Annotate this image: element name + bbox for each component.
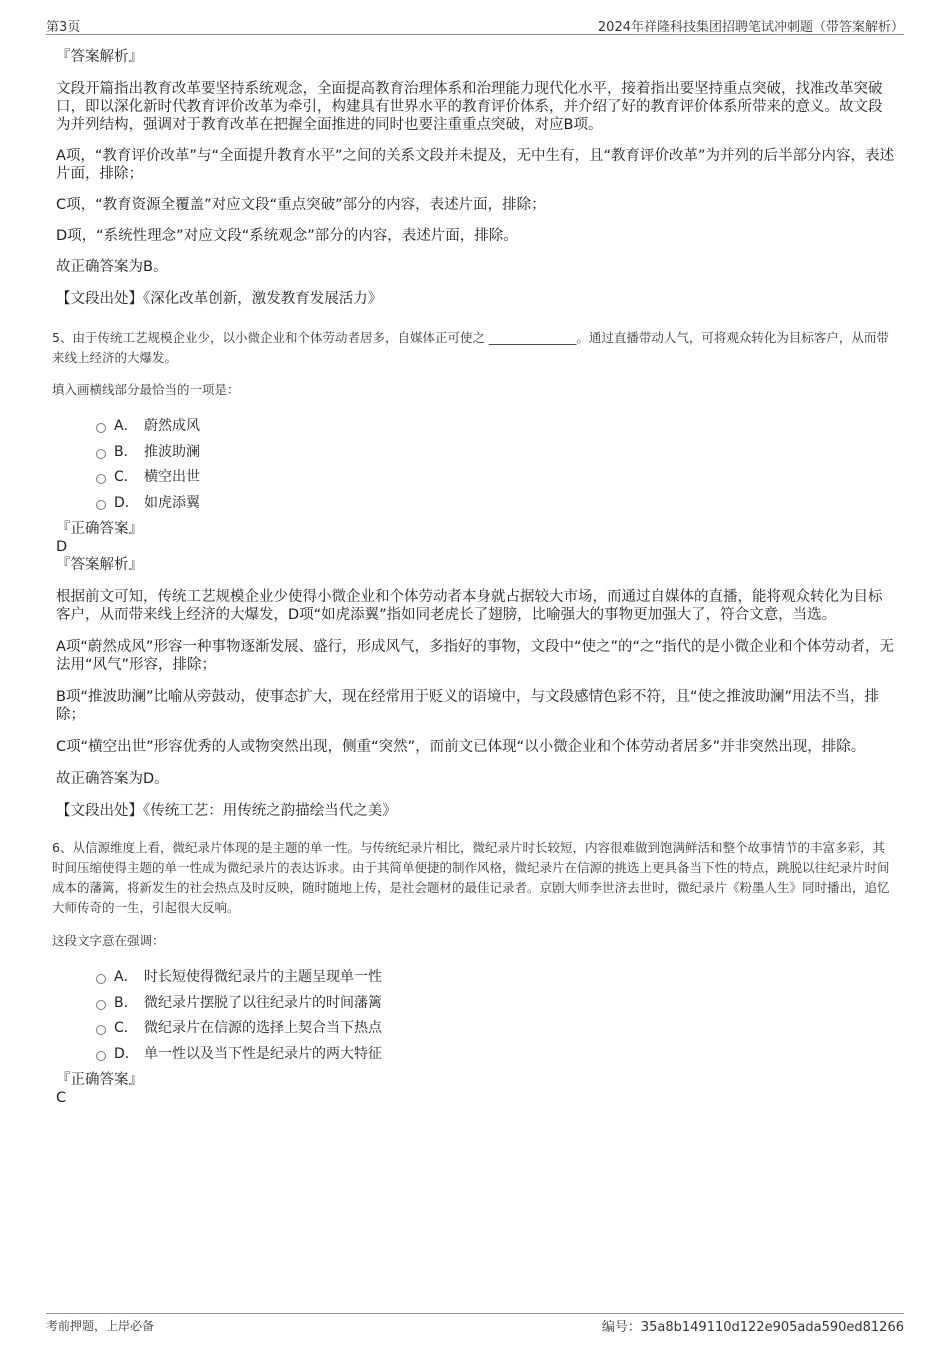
footer-slogan: 考前押题，上岸必备 xyxy=(46,1319,155,1333)
analysis-label: 『答案解析』 xyxy=(56,557,143,573)
option-a-explanation: A项“蔚然成风”形容一种事物逐渐发展、盛行，形成风气，多指好的事物，文段中“使之”的“之”指代的是小微企业和个体劳动者，无法用“风气”形容，排除； xyxy=(56,639,894,673)
option-c-explanation: C项，“教育资源全覆盖”对应文段“重点突破”部分的内容，表述片面，排除； xyxy=(56,197,546,213)
conclusion: 故正确答案为B。 xyxy=(56,259,168,275)
radio-icon[interactable] xyxy=(96,500,106,510)
option-c-explanation: C项“横空出世”形容优秀的人或物突然出现，侧重“突然”，而前文已体现“以小微企业和个体劳动者居多”并非突然出现，排除。 xyxy=(56,739,866,755)
option-c[interactable]: C． 微纪录片在信源的选择上契合当下热点 xyxy=(56,1016,896,1042)
answer-value: C xyxy=(56,1090,67,1106)
option-a[interactable]: A． 蔚然成风 xyxy=(56,414,896,440)
question-6-prompt: 这段文字意在强调： xyxy=(52,933,165,948)
option-c[interactable]: C． 横空出世 xyxy=(56,465,896,491)
radio-icon[interactable] xyxy=(96,449,106,459)
radio-icon[interactable] xyxy=(96,974,106,984)
answer-value: D xyxy=(56,539,68,555)
document-title: 2024年祥隆科技集团招聘笔试冲刺题（带答案解析） xyxy=(597,20,904,35)
option-d[interactable]: D． 单一性以及当下性是纪录片的两大特征 xyxy=(56,1042,896,1068)
question-5-stem: 5、由于传统工艺规模企业少，以小微企业和个体劳动者居多，自媒体正可使之 ______________。通过直播带动人气，可将观众转化为目标客户，从而带来线上经济的大爆发。 xyxy=(52,330,889,365)
option-b[interactable]: B． 推波助澜 xyxy=(56,440,896,466)
analysis-text: 根据前文可知，传统工艺规模企业少使得小微企业和个体劳动者本身就占据较大市场，而通过自媒体的直播，能将观众转化为目标客户，从而带来线上经济的大爆发，D项“如虎添翼”指如同老虎长了翅膀，比喻强大的事物更加强大了，符合文意，当选。 xyxy=(56,589,883,623)
option-d[interactable]: D． 如虎添翼 xyxy=(56,491,896,517)
radio-icon[interactable] xyxy=(96,1051,106,1061)
source-citation: 【文段出处】《深化改革创新，激发教育发展活力》 xyxy=(56,291,383,307)
page-header xyxy=(46,14,904,35)
radio-icon[interactable] xyxy=(96,1000,106,1010)
radio-icon[interactable] xyxy=(96,474,106,484)
option-a-explanation: A项，“教育评价改革”与“全面提升教育水平”之间的关系文段并未提及，无中生有，且“教育评价改革”为并列的后半部分内容，表述片面，排除； xyxy=(56,148,894,182)
radio-icon[interactable] xyxy=(96,423,106,433)
document-id: 编号：35a8b149110d122e905ada590ed81266 xyxy=(601,1320,904,1335)
source-citation: 【文段出处】《传统工艺：用传统之韵描绘当代之美》 xyxy=(56,803,397,819)
question-5-options xyxy=(56,414,896,516)
question-6-options xyxy=(56,965,896,1067)
conclusion: 故正确答案为D。 xyxy=(56,771,169,787)
option-a[interactable]: A． 时长短使得微纪录片的主题呈现单一性 xyxy=(56,965,896,991)
option-d-explanation: D项，“系统性理念”对应文段“系统观念”部分的内容，表述片面，排除。 xyxy=(56,228,518,244)
option-b[interactable]: B． 微纪录片摆脱了以往纪录片的时间藩篱 xyxy=(56,991,896,1017)
page-number: 第3页 xyxy=(46,20,81,35)
analysis-text: 文段开篇指出教育改革要坚持系统观念，全面提高教育治理体系和治理能力现代化水平，接着指出要坚持重点突破，找准改革突破口，即以深化新时代教育评价改革为牵引，构建具有世界水平的教育评价体系，并介绍了好的教育评价体系所带来的意义。故文段为并列结构，强调对于教育改革在把握全面推进的同时也要注重重点突破，对应B项。 xyxy=(56,81,883,133)
radio-icon[interactable] xyxy=(96,1025,106,1035)
page-footer xyxy=(46,1313,904,1336)
question-6-stem: 6、从信源维度上看，微纪录片体现的是主题的单一性。与传统纪录片相比，微纪录片时长较短，内容很难做到饱满鲜活和整个故事情节的丰富多彩，其时间压缩使得主题的单一性成为微纪录片的表达诉求。由于其简单便捷的制作风格，微纪录片在信源的挑选上更具备当下性的特点，跳脱以往纪录片时间成本的藩篱，将新发生的社会热点及时反映，随时随地上传，是社会题材的最佳记录者。京剧大师李世济去世时，微纪录片《粉墨人生》同时播出，追忆大师传奇的一生，引起很大反响。 xyxy=(52,840,890,915)
page-content xyxy=(52,44,896,1107)
answer-label: 『正确答案』 xyxy=(56,521,143,537)
option-b-explanation: B项“推波助澜”比喻从旁鼓动，使事态扩大，现在经常用于贬义的语境中，与文段感情色彩不符，且“使之推波助澜”用法不当，排除； xyxy=(56,689,879,723)
analysis-label: 『答案解析』 xyxy=(56,49,143,65)
answer-label: 『正确答案』 xyxy=(56,1072,143,1088)
question-5-prompt: 填入画横线部分最恰当的一项是： xyxy=(52,382,240,397)
